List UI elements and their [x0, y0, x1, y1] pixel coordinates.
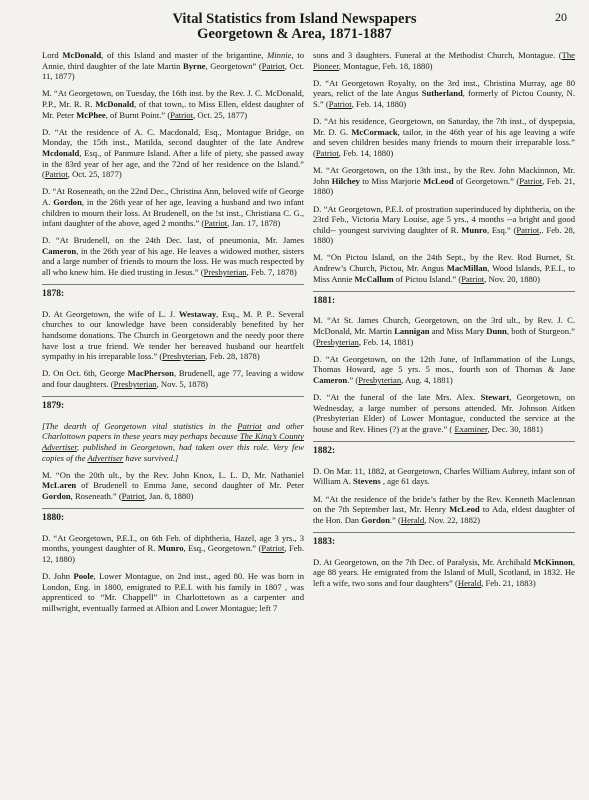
year-heading: 1881: [313, 291, 575, 307]
record-entry: D. “At Roseneath, on the 22nd Dec., Christina Ann, beloved wife of George A. Gordon, in the 26th year of her age, leaving a husband and two infant children to mourn their loss. At Brudenell, on the !st inst., Christiana C. G., infant daughter of the above, aged 2 months.” (Patriot, Jan. 17, 1878) [42, 186, 304, 229]
page-subtitle: Georgetown & Area, 1871-1887 [197, 26, 392, 42]
page-title: Vital Statistics from Island Newspapers [172, 11, 417, 27]
year-heading: 1883: [313, 532, 575, 548]
record-entry: M. “At Georgetown, on Tuesday, the 16th inst. by the Rev. J. C. McDonald, P.P., Mr. R. R. McDonald, of that town,. to Miss Ellen, eldest daughter of Mr. Peter McPhee, of Burnt Point.” (Patriot, Oct. 25, 1877) [42, 88, 304, 120]
record-entry: M. “At Georgetown, on the 13th inst., by the Rev. John Mackinnon, Mr. John Hilchey to Miss Marjorie McLeod of Georgetown.” (Patriot, Feb. 21, 1880) [313, 165, 575, 197]
record-entry: M. “At St. James Church, Georgetown, on the 3rd ult., by Rev. J. C. McDonald, Mr. Martin Lannigan and Miss Mary Dunn, both of Sturgeon.” (Presbyterian, Feb. 14, 1881) [313, 315, 575, 347]
year-heading: 1879: [42, 396, 304, 412]
record-entry: M. “On the 20th ult., by the Rev. John Knox, L. L. D, Mr. Nathaniel McLaren of Brudenell to Emma Jane, second daughter of Mr. Peter Gordon, Roseneath.” (Patriot, Jan. 8, 1880) [42, 469, 304, 501]
page-number: 20 [555, 10, 567, 24]
editor-note: [The dearth of Georgetown vital statistics in the Patriot and other Charlottown papers in these years may perhaps because The King’s County Advertiser, published in Georgetown, had taken over this role. Very few copies of the Advertiser have survived.] [42, 420, 304, 463]
record-entry: D. “At Georgetown, on the 12th June, of Inflammation of the Lungs, Thomas Howard, age 5 yrs. 5 mos., fourth son of Thomas & Jane Cameron.” (Presbyterian, Aug. 4, 1881) [313, 353, 575, 385]
year-heading: 1882: [313, 441, 575, 457]
record-entry: D. “At the residence of A. C. Macdonald, Esq., Montague Bridge, on Monday, the 15th inst., Matilda, second daughter of the late Andrew Mcdonald, Esq., of Panmure Island. After a life of piety, she passed away in the 83rd year of her age, and the 72nd of her residence on the Island.” (Patriot, Oct. 25, 1877) [42, 126, 304, 180]
record-entry: D. On Mar. 11, 1882, at Georgetown, Charles William Aubrey, infant son of William A. Stevens , age 61 days. [313, 465, 575, 487]
record-entry: D. At Georgetown, the wife of L. J. Westaway, Esq., M. P. P.. Several churches to our knowledge have been considerably benefited by her handsome donations. The Church in Georgetown and the needy poor there have lost a true friend. We tender her bereaved husband our heartfelt sympathy in his irreparable loss.” (Presbyterian, Feb. 28, 1878) [42, 308, 305, 362]
right-column [313, 50, 575, 595]
record-entry: M. “On Pictou Island, on the 24th Sept., by the Rev. Rod Burnet, St. Andrew’s Church, Pictou, Mr. Angus MacMillan, Wood Islands, P.E.I., to Miss Annie McCallum of Pictou Island.” (Patriot, Nov. 20, 1880) [313, 252, 575, 284]
record-entry: D. “At Georgetown, P.E.I. of prostration superinduced by diphtheria, on the 23rd Feb., Victoria Mary Louise, age 5 yrs., 4 months --a bright and good child-- youngest surviving daughter of R. Munro, Esq.” (Patriot,. Feb. 28, 1880) [313, 203, 575, 246]
record-entry: D. John Poole, Lower Montague, on 2nd inst., aged 80. He was born in London, Eng. in 1800, emigrated to P.E.I. with his family in 1807 , was apprenticed to “Mr. Chappell” in Charlottetown as a carpenter and millwright, eventually farmed at Albion and Lower Montague; left 7 [42, 571, 304, 613]
record-entry: D. “At his residence, Georgetown, on Saturday, the 7th inst., of dyspepsia, Mr. D. G. McCormack, tailor, in the 46th year of his age leaving a wife and seven children besides many friends to mourn their irreparable loss.” (Patriot, Feb. 14, 1880) [313, 116, 575, 158]
record-entry: D. At Georgetown, on the 7th Dec. of Paralysis, Mr. Archibald McKinnon, age 88 years. He emigrated from the Island of Mull, Scotland, in 1832. He left a wife, two sons and four daughters” (Herald, Feb. 21, 1883) [313, 556, 575, 588]
record-entry: D. “At Georgetown Royalty, on the 3rd inst., Christina Murray, age 80 years, relict of the late Angus Sutherland, formerly of Pictou County, N. S.” (Patriot, Feb. 14, 1880) [313, 77, 575, 109]
page-header [0, 12, 589, 42]
year-heading: 1880: [42, 508, 304, 524]
record-entry: M. “At the residence of the bride’s father by the Rev. Kenneth Maclennan on the 7th September last, Mr. Henry McLeod to Ada, eldest daughter of the Hon. Dan Gordon.” (Herald, Nov. 22, 1882) [313, 493, 576, 525]
record-entry: D. On Oct. 6th, George MacPherson, Brudenell, age 77, leaving a widow and four daughters. (Presbyterian, Nov. 5, 1878) [42, 368, 305, 389]
record-entry: sons and 3 daughters. Funeral at the Methodist Church, Montague. (The Pioneer, Montague, Feb. 18, 1880) [313, 50, 575, 71]
record-entry: D. “At Brudenell, on the 24th Dec. last, of pneumonia, Mr. James Cameron, in the 26th year of his age. He leaves a widowed mother, sisters and a large number of friends to mourn the loss. He was much respected by all who knew him. He died trusting in Jesus.” (Presbyterian, Feb. 7, 1878) [42, 235, 304, 278]
year-heading: 1878: [42, 284, 304, 300]
left-column [42, 50, 304, 620]
record-entry: Lord McDonald, of this Island and master of the brigantine, Minnie, to Annie, third daughter of the late Martin Byrne, Georgetown” (Patriot, Oct. 11, 1877) [42, 50, 305, 82]
record-entry: D. “At Georgetown, P.E.I., on 6th Feb. of diphtheria, Hazel, age 3 yrs., 3 months, youngest daughter of R. Munro, Esq., Georgetown.” (Patriot, Feb. 12, 1880) [42, 532, 304, 564]
record-entry: D. “At the funeral of the late Mrs. Alex. Stewart, Georgetown, on Wednesday, a large number of persons attended. Mr. Johnson Aitken (Presbyterian Elder) of Lower Montague, conducted the service at the house and Rev. Hines (?) at the grave.” ( Examiner, Dec. 30, 1881) [313, 392, 575, 434]
